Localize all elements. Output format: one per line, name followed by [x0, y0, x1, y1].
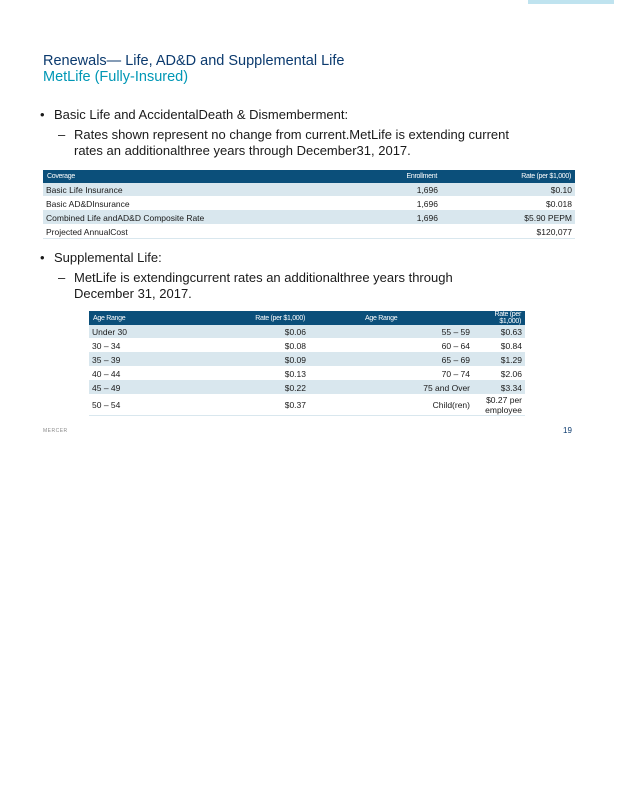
table-cell: Projected AnnualCost [43, 225, 331, 239]
bullet-basic-life [40, 107, 349, 123]
table-cell: 70 – 74 [309, 367, 473, 381]
table-header-row [43, 170, 575, 183]
table-cell: $0.13 [201, 367, 309, 381]
column-header-age-range: Age Range [89, 311, 201, 325]
table-cell: 60 – 64 [309, 339, 473, 353]
table-cell: $0.37 [201, 395, 309, 416]
bullet-dot-icon: • [40, 250, 45, 265]
subbullet-line: Rates shown represent no change from current.MetLife is extending current [74, 127, 510, 142]
subbullet-basic-life [58, 127, 510, 159]
table-cell: 30 – 34 [89, 339, 201, 353]
supplemental-life-rate-table [89, 311, 525, 416]
table-row [89, 395, 525, 416]
table-cell: 1,696 [331, 197, 441, 211]
table-cell: 40 – 44 [89, 367, 201, 381]
subbullet-supplemental-life [58, 270, 453, 302]
table-row [89, 381, 525, 395]
bullet-text: Basic Life and AccidentalDeath & Dismemberment: [54, 107, 349, 122]
column-header-rate: Rate (per $1,000) [441, 170, 575, 183]
subbullet-line: MetLife is extendingcurrent rates an additionalthree years through [74, 270, 453, 285]
table-cell: 65 – 69 [309, 353, 473, 367]
table-cell: $0.63 [473, 325, 525, 339]
bullet-supplemental-life [40, 250, 162, 266]
table-cell: Combined Life andAD&D Composite Rate [43, 211, 331, 225]
table-cell: 75 and Over [309, 381, 473, 395]
column-header-coverage: Coverage [43, 170, 331, 183]
table-cell: $0.22 [201, 381, 309, 395]
table-cell: Basic AD&DInsurance [43, 197, 331, 211]
table-cell: $0.08 [201, 339, 309, 353]
table-cell: $120,077 [441, 225, 575, 239]
dash-icon: – [58, 270, 66, 285]
table-cell: $1.29 [473, 353, 525, 367]
table-cell: 35 – 39 [89, 353, 201, 367]
table-cell: $0.09 [201, 353, 309, 367]
column-header-enrollment: Enrollment [331, 170, 441, 183]
column-header-rate: Rate (per $1,000) [201, 311, 309, 325]
page-subtitle: MetLife (Fully-Insured) [43, 69, 189, 85]
table-row [43, 197, 575, 211]
table-row [89, 325, 525, 339]
table-cell: $0.018 [441, 197, 575, 211]
column-header-rate: Rate (per $1,000) [473, 311, 525, 325]
dash-icon: – [58, 127, 66, 142]
table-row [43, 211, 575, 225]
table-row [43, 225, 575, 239]
column-header-age-range: Age Range [309, 311, 473, 325]
table-row [89, 367, 525, 381]
table-cell: $0.84 [473, 339, 525, 353]
table-cell: 55 – 59 [309, 325, 473, 339]
table-cell: 1,696 [331, 183, 441, 197]
basic-life-rate-table [43, 170, 575, 239]
table-cell: Basic Life Insurance [43, 183, 331, 197]
page-number: 19 [563, 426, 572, 435]
subbullet-line: December 31, 2017. [74, 286, 192, 301]
table-row [43, 183, 575, 197]
page-title: Renewals— Life, AD&D and Supplemental Life [43, 53, 345, 69]
table-cell: $0.06 [201, 325, 309, 339]
subbullet-line: rates an additionalthree years through December31, 2017. [74, 143, 411, 158]
table-cell [331, 225, 441, 239]
table-row [89, 353, 525, 367]
table-cell: 50 – 54 [89, 395, 201, 416]
table-cell: $5.90 PEPM [441, 211, 575, 225]
table-cell: 1,696 [331, 211, 441, 225]
corner-accent-bar [528, 0, 614, 4]
table-cell: $3.34 [473, 381, 525, 395]
table-header-row [89, 311, 525, 325]
table-row [89, 339, 525, 353]
table-cell: $0.10 [441, 183, 575, 197]
bullet-dot-icon: • [40, 107, 45, 122]
table-cell: $0.27 per employee [473, 395, 525, 416]
table-cell: Under 30 [89, 325, 201, 339]
table-cell: Child(ren) [309, 395, 473, 416]
table-cell: 45 – 49 [89, 381, 201, 395]
table-cell: $2.06 [473, 367, 525, 381]
mercer-logo: MERCER [43, 428, 68, 434]
bullet-text: Supplemental Life: [54, 250, 162, 265]
